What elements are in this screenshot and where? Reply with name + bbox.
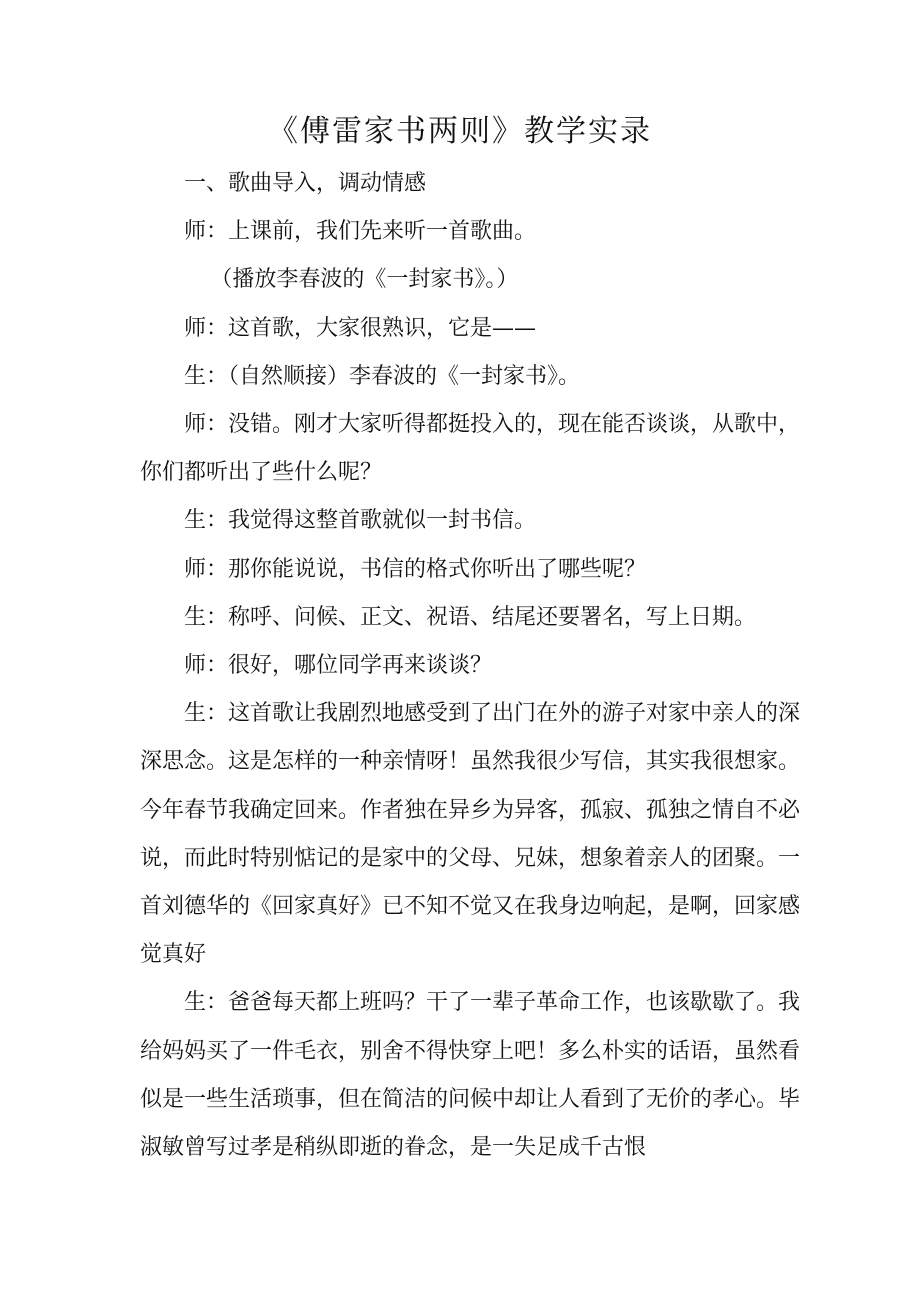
document-body bbox=[140, 160, 800, 1172]
paragraph: 师：很好，哪位同学再来谈谈？ bbox=[184, 653, 493, 679]
document-title: 《傅雷家书两则》教学实录 bbox=[268, 114, 652, 149]
paragraph: 师：那你能说说，书信的格式你听出了哪些呢？ bbox=[184, 556, 647, 582]
paragraph: 师：这首歌，大家很熟识，它是—— bbox=[184, 315, 537, 341]
paragraph: 生：称呼、问候、正文、祝语、结尾还要署名，写上日期。 bbox=[184, 604, 757, 630]
paragraph: 生：我觉得这整首歌就似一封书信。 bbox=[184, 508, 537, 534]
paragraph: 生：这首歌让我剧烈地感受到了出门在外的游子对家中亲人的深深思念。这是怎样的一种亲情呀！虽然我很少写信，其实我很想家。今年春节我确定回来。作者独在异乡为异客，孤寂、孤独之情自不必说，而此时特别惦记的是家中的父母、兄妹，想象着亲人的团聚。一首刘德华的《回家真好》已不知不觉又在我身边响起，是啊，回家感觉真好 bbox=[140, 701, 801, 968]
paragraph: 生：（自然顺接）李春波的《一封家书》。 bbox=[184, 363, 581, 389]
paragraph: 生：爸爸每天都上班吗？干了一辈子革命工作，也该歇歇了。我给妈妈买了一件毛衣，别舍不得快穿上吧！多么朴实的话语，虽然看似是一些生活琐事，但在简洁的问候中却让人看到了无价的孝心。毕淑敏曾写过孝是稍纵即逝的眷念，是一失足成千古恨 bbox=[140, 990, 801, 1161]
paragraph: 师：没错。刚才大家听得都挺投入的，现在能否谈谈，从歌中，你们都听出了些什么呢？ bbox=[140, 412, 801, 486]
stage-direction: （播放李春波的《一封家书》。） bbox=[210, 267, 519, 293]
section-heading: 一、歌曲导入，调动情感 bbox=[184, 171, 427, 196]
paragraph: 师：上课前，我们先来听一首歌曲。 bbox=[184, 219, 537, 245]
